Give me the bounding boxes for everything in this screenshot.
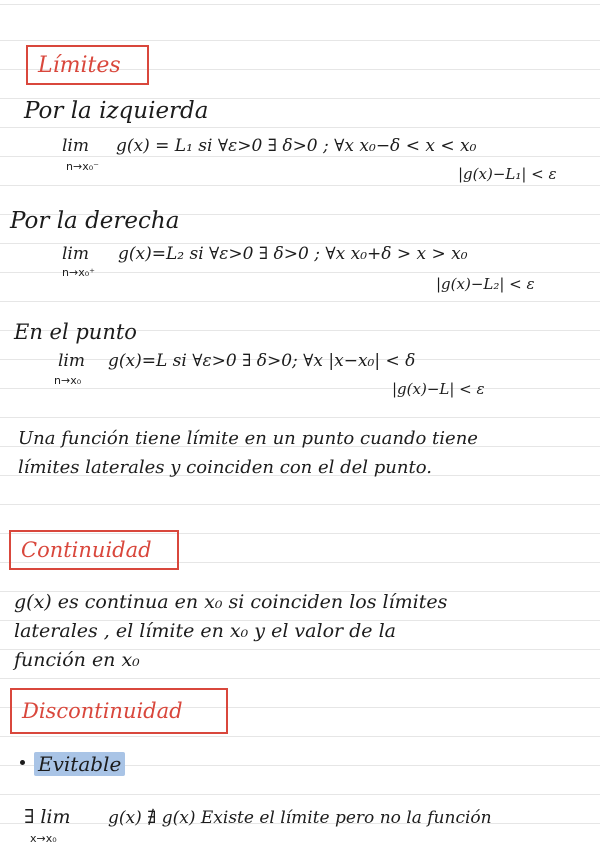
left-limit-definition: g(x) = L₁ si ∀ε>0 ∃ δ>0 ; ∀x x₀−δ < x < x₀ (116, 136, 477, 156)
evitable-highlight: Evitable (34, 752, 125, 776)
point-limit-definition: g(x)=L si ∀ε>0 ∃ δ>0; ∀x |x−x₀| < δ (108, 351, 416, 371)
point-lim-word: lim (58, 351, 85, 371)
limites-title-text: Límites (38, 52, 121, 78)
point-limit-heading: En el punto (14, 320, 137, 344)
bullet-dot (20, 760, 25, 765)
left-lim-subscript: n→x₀⁻ (66, 160, 99, 173)
limites-title (26, 45, 149, 85)
discontinuidad-title (10, 688, 228, 734)
discontinuity-formula-lead: ∃ lim (24, 806, 71, 828)
discontinuity-formula-text: g(x) ∄ g(x) Existe el límite pero no la función (108, 808, 492, 828)
limit-summary-line-2: límites laterales y coinciden con el del punto. (18, 457, 432, 478)
right-limit-condition: |g(x)−L₂| < ε (436, 275, 535, 293)
discontinuidad-title-text: Discontinuidad (22, 699, 183, 723)
right-limit-heading: Por la derecha (10, 208, 180, 234)
discontinuity-formula-subscript: x→x₀ (30, 832, 57, 845)
right-lim-subscript: n→x₀⁺ (62, 266, 95, 279)
left-lim-word: lim (62, 136, 89, 156)
continuidad-title (9, 530, 179, 570)
continuity-line-2: laterales , el límite en x₀ y el valor de la (14, 620, 396, 642)
continuity-line-1: g(x) es continua en x₀ si coinciden los límites (14, 591, 448, 613)
point-limit-condition: |g(x)−L| < ε (392, 380, 485, 398)
limit-summary-line-1: Una función tiene límite en un punto cuando tiene (18, 428, 478, 449)
left-limit-heading: Por la izquierda (24, 98, 209, 124)
left-limit-condition: |g(x)−L₁| < ε (458, 165, 557, 183)
point-lim-subscript: n→x₀ (54, 374, 82, 387)
continuity-line-3: función en x₀ (14, 649, 140, 671)
evitable-label (34, 752, 125, 776)
right-limit-definition: g(x)=L₂ si ∀ε>0 ∃ δ>0 ; ∀x x₀+δ > x > x₀ (118, 244, 468, 264)
continuidad-title-text: Continuidad (21, 538, 152, 562)
right-lim-word: lim (62, 244, 89, 264)
